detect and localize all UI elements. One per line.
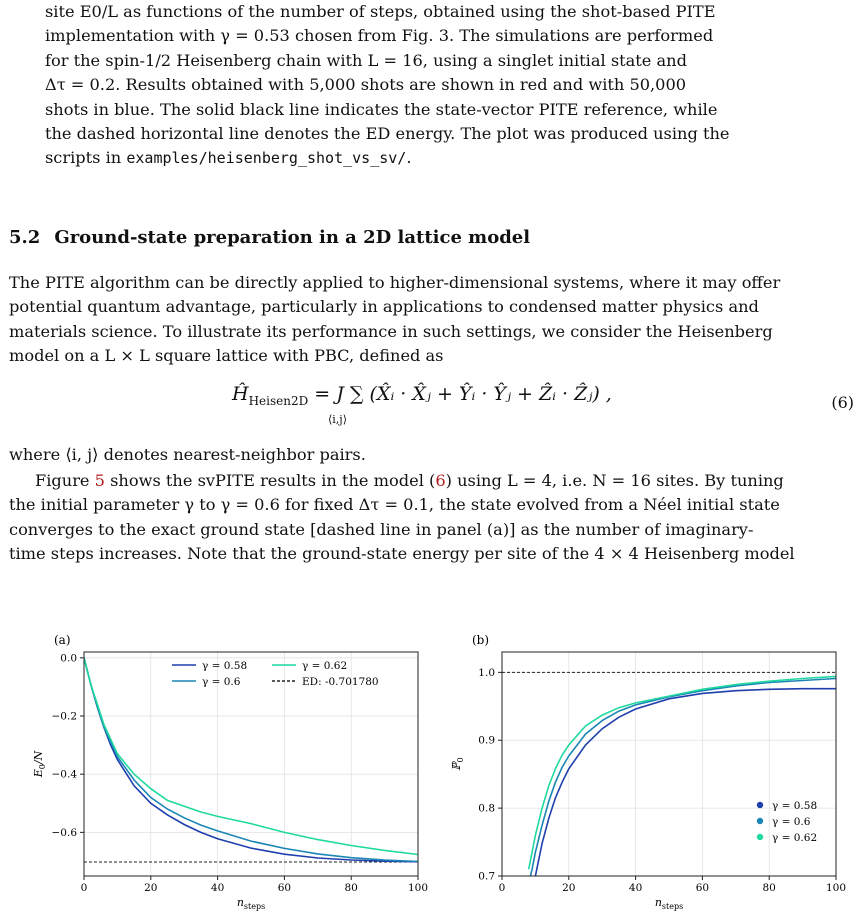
caption-text: . — [406, 148, 412, 168]
paragraph-intro — [9, 271, 855, 369]
legend-marker — [757, 802, 763, 808]
x-tick-label: 80 — [762, 882, 776, 894]
caption-continued — [9, 0, 855, 171]
x-tick-label: 100 — [407, 882, 429, 894]
x-tick-label: 0 — [80, 882, 88, 894]
y-axis-label: $E_0/N$ — [32, 750, 47, 778]
paragraph-line: materials science. To illustrate its performance in such settings, we consider the Heisenberg — [9, 321, 773, 341]
paragraph-line: time steps increases. Note that the ground-state energy per site of the 4 × 4 Heisenberg model — [9, 544, 795, 564]
legend-label: γ = 0.62 — [302, 660, 348, 672]
legend-marker — [757, 834, 763, 840]
figure-panel-a — [20, 632, 430, 912]
section-number: 5.2 — [9, 227, 41, 248]
x-tick-label: 60 — [277, 882, 292, 894]
paragraph-line: the initial parameter γ to γ = 0.6 for fixed Δτ = 0.1, the state evolved from a Néel initial state — [9, 495, 780, 515]
y-axis-label: ℙ$_0$ — [450, 757, 465, 771]
paragraph-line: The PITE algorithm can be directly applied to higher-dimensional systems, where it may offer — [9, 273, 781, 292]
text: shows the svPITE results in the model ( — [104, 471, 436, 490]
caption-line: site E0/L as functions of the number of steps, obtained using the shot-based PITE — [45, 2, 716, 21]
legend-label: γ = 0.6 — [772, 816, 811, 828]
x-tick-label: 80 — [344, 882, 358, 894]
paragraph-line: where ⟨i, j⟩ denotes nearest-neighbor pairs. — [9, 445, 366, 464]
series-line — [84, 658, 418, 862]
legend-label: γ = 0.58 — [202, 660, 248, 672]
legend — [172, 660, 379, 688]
section-heading — [9, 227, 530, 248]
equation-ref-link[interactable]: 6 — [435, 471, 446, 490]
script-path: examples/heisenberg_shot_vs_sv/ — [126, 149, 407, 168]
equation-body — [232, 383, 612, 426]
figure-panel-b — [438, 632, 848, 912]
section-title: Ground-state preparation in a 2D lattice model — [54, 227, 531, 248]
caption-line: implementation with γ = 0.53 chosen from Fig. 3. The simulations are performed — [45, 26, 714, 46]
legend-marker — [757, 818, 763, 824]
caption-line: the dashed horizontal line denotes the ED energy. The plot was produced using the — [45, 124, 730, 144]
x-tick-label: 100 — [825, 882, 847, 894]
y-axis-label-sub: 0 — [456, 757, 465, 763]
y-tick-label: 0.7 — [478, 870, 495, 883]
paragraph-results — [9, 469, 855, 567]
text: ) using L = 4, i.e. N = 16 sites. By tuning — [445, 471, 784, 490]
panel-label: (b) — [472, 633, 490, 647]
caption-line: shots in blue. The solid black line indicates the state-vector PITE reference, while — [45, 99, 718, 119]
paragraph-line: model on a L × L square lattice with PBC, defined as — [9, 346, 444, 366]
sum-subscript: ⟨i,j⟩ — [328, 413, 348, 426]
y-tick-label: −0.4 — [51, 768, 77, 781]
legend-label: γ = 0.62 — [772, 832, 818, 844]
x-axis-label: $n_{steps}$ — [236, 896, 266, 911]
y-tick-label: 0.0 — [60, 652, 77, 665]
text: Figure — [35, 471, 95, 490]
figure-ref-link[interactable]: 5 — [94, 471, 105, 490]
legend — [757, 800, 817, 844]
caption-line — [9, 146, 855, 170]
y-tick-label: −0.6 — [51, 826, 77, 839]
caption-text: scripts in — [45, 148, 127, 168]
x-tick-label: 0 — [498, 882, 506, 894]
legend-label: γ = 0.58 — [772, 800, 818, 812]
equation-6 — [0, 377, 864, 437]
x-axis-label-sub: steps — [661, 902, 684, 911]
x-tick-label: 60 — [695, 882, 710, 894]
x-tick-label: 20 — [144, 882, 158, 894]
x-tick-label: 20 — [562, 882, 576, 894]
paragraph-line: potential quantum advantage, particularly in applications to condensed matter physics and — [9, 297, 759, 317]
x-axis-label: $n_{steps}$ — [654, 896, 684, 911]
panel-label: (a) — [54, 633, 71, 647]
series-line — [529, 679, 836, 883]
legend-label: γ = 0.6 — [202, 676, 241, 688]
hamiltonian-subscript: Heisen2D — [248, 393, 309, 408]
y-tick-label: −0.2 — [51, 710, 77, 723]
equation-number: (6) — [831, 393, 854, 412]
x-axis-label-sub: steps — [243, 902, 266, 911]
y-tick-label: 0.9 — [478, 734, 495, 747]
paragraph-line: converges to the exact ground state [dashed line in panel (a)] as the number of imaginary- — [9, 519, 754, 539]
y-tick-label: 0.8 — [478, 802, 495, 815]
y-axis-label-rest: /N — [32, 750, 45, 765]
caption-line: Δτ = 0.2. Results obtained with 5,000 shots are shown in red and with 50,000 — [45, 75, 687, 95]
paragraph-line — [9, 469, 855, 493]
x-tick-label: 40 — [628, 882, 643, 894]
y-tick-label: 1.0 — [478, 666, 495, 679]
hamiltonian-symbol: Ĥ — [232, 383, 249, 405]
legend-label: ED: -0.701780 — [302, 676, 379, 688]
y-axis-label-sub: 0 — [38, 764, 47, 770]
caption-line: for the spin-1/2 Heisenberg chain with L = 16, using a singlet initial state and — [45, 50, 687, 70]
paragraph-nn — [9, 443, 855, 467]
equation-rhs: = J ∑ (X̂ᵢ · X̂ⱼ + Ŷᵢ · Ŷⱼ + Ẑᵢ · Ẑⱼ) , — [314, 383, 612, 405]
x-tick-label: 40 — [210, 882, 225, 894]
series-line — [532, 689, 836, 883]
series-line — [84, 658, 418, 862]
